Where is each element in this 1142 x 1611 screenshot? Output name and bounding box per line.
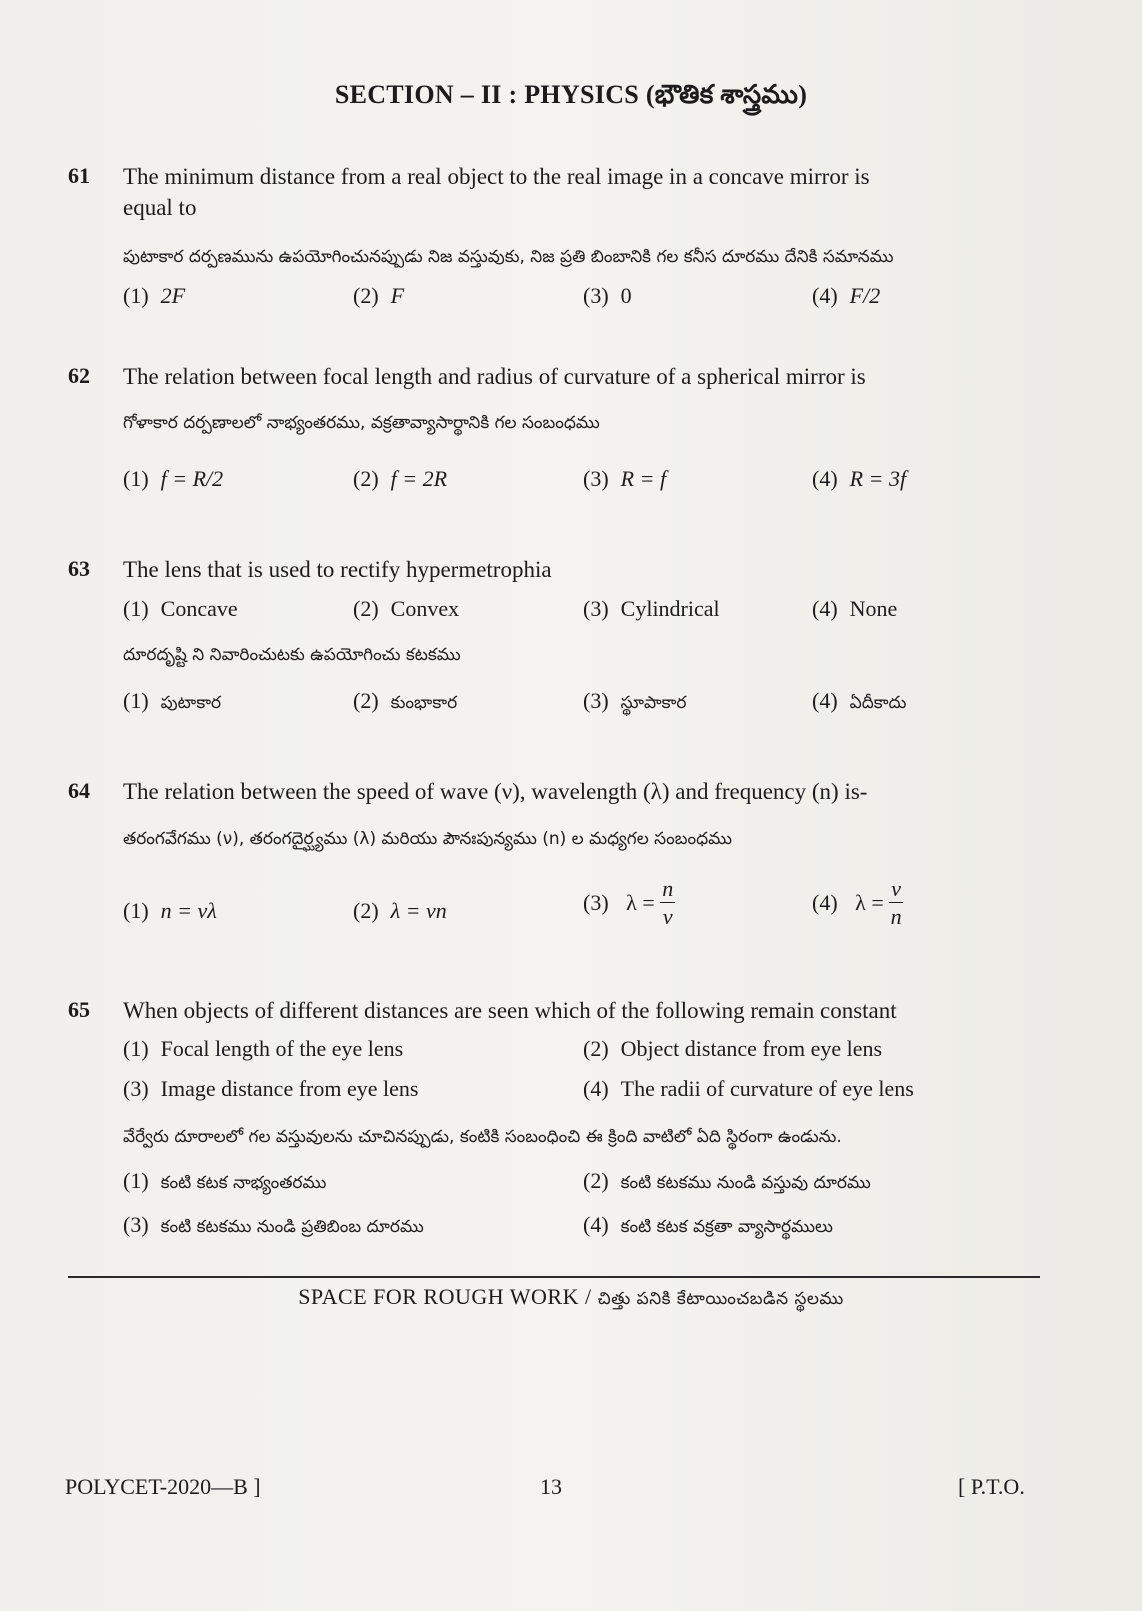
question-64-number: 64 bbox=[68, 778, 90, 803]
question-65-telugu-option-2: (2) కంటి కటకము నుండి వస్తువు దూరము bbox=[583, 1168, 871, 1193]
footer-page-number: 13 bbox=[540, 1474, 562, 1499]
question-64-option-2: (2) λ = νn bbox=[353, 898, 447, 923]
question-63-option-4: (4) None bbox=[812, 596, 898, 621]
question-63-option-1: (1) Concave bbox=[123, 596, 238, 621]
question-65-option-1: (1) Focal length of the eye lens bbox=[123, 1036, 404, 1061]
question-62-option-2: (2) f = 2R bbox=[353, 466, 448, 491]
question-61-telugu: పుటాకార దర్పణమును ఉపయోగించునప్పుడు నిజ వస్తువుకు, నిజ ప్రతి బింబానికి గల కనీస దూరము దేనికి సమానము bbox=[123, 247, 894, 267]
question-61-option-1: (1) 2F bbox=[123, 283, 186, 308]
question-61-text-line2: equal to bbox=[123, 195, 197, 220]
rough-work-label: SPACE FOR ROUGH WORK / చిత్తు పనికి కేటాయించబడిన స్థలము bbox=[298, 1284, 844, 1309]
question-61-option-2: (2) F bbox=[353, 283, 405, 308]
question-61-option-3: (3) 0 bbox=[583, 283, 632, 308]
question-64-option-3-fraction: $\frac{n}{\nu}$ bbox=[662, 876, 674, 929]
question-63-telugu-option-2: (2) కుంభాకార bbox=[353, 688, 458, 713]
question-64-option-1: (1) n = νλ bbox=[123, 898, 217, 923]
question-64-telugu: తరంగవేగము (ν), తరంగదైర్ఘ్యము (λ) మరియు పౌనఃపున్యము (n) ల మధ్యగల సంబంధము bbox=[123, 829, 732, 849]
section-title: SECTION – II : PHYSICS (భౌతిక శాస్త్రము) bbox=[334, 80, 808, 109]
question-65-option-2: (2) Object distance from eye lens bbox=[583, 1036, 883, 1061]
question-63-option-3: (3) Cylindrical bbox=[583, 596, 720, 621]
question-63-telugu-option-4: (4) ఏదీకాదు bbox=[812, 688, 907, 713]
question-62-number: 62 bbox=[68, 363, 90, 388]
question-63-telugu-option-1: (1) పుటాకార bbox=[123, 688, 222, 713]
question-65-number: 65 bbox=[68, 997, 90, 1022]
question-63-telugu: దూరదృష్టి ని నివారించుటకు ఉపయోగించు కటకము bbox=[123, 645, 461, 665]
question-62-telugu: గోళాకార దర్పణాలలో నాభ్యంతరము, వక్రతావ్యాసార్థానికి గల సంబంధము bbox=[123, 413, 600, 433]
question-64-option-4: (4) λ = $\frac{\nu}{n}$ bbox=[812, 876, 902, 929]
question-62-option-4: (4) R = 3f bbox=[812, 466, 907, 491]
question-61-number: 61 bbox=[68, 163, 90, 188]
question-63-telugu-option-3: (3) స్థూపాకార bbox=[583, 688, 687, 713]
question-63-option-2: (2) Convex bbox=[353, 596, 460, 621]
question-61-text-line1: The minimum distance from a real object to the real image in a concave mirror is bbox=[123, 164, 870, 189]
question-63-number: 63 bbox=[68, 556, 90, 581]
question-62-option-3: (3) R = f bbox=[583, 466, 667, 491]
question-65-telugu: వేర్వేరు దూరాలలో గల వస్తువులను చూచినప్పుడు, కంటికి సంబంధించి ఈ క్రింది వాటిలో ఏది స్థిరంగా ఉండును. bbox=[123, 1127, 842, 1147]
question-65-telugu-option-1: (1) కంటి కటక నాభ్యంతరము bbox=[123, 1168, 327, 1193]
question-65-telugu-option-3: (3) కంటి కటకము నుండి ప్రతిబింబ దూరము bbox=[123, 1212, 424, 1237]
question-61-option-4: (4) F/2 bbox=[812, 283, 881, 308]
question-65-option-4: (4) The radii of curvature of eye lens bbox=[583, 1076, 914, 1101]
question-64-option-4-fraction: $\frac{\nu}{n}$ bbox=[890, 876, 902, 929]
question-65-option-3: (3) Image distance from eye lens bbox=[123, 1076, 419, 1101]
footer-pto: [ P.T.O. bbox=[958, 1474, 1025, 1499]
question-62-text: The relation between focal length and radius of curvature of a spherical mirror is bbox=[123, 364, 866, 389]
question-62-option-1: (1) f = R/2 bbox=[123, 466, 224, 491]
rough-work-divider bbox=[68, 1276, 1040, 1278]
question-64-option-3: (3) λ = $\frac{n}{\nu}$ bbox=[583, 876, 674, 929]
question-63-text: The lens that is used to rectify hypermetrophia bbox=[123, 557, 552, 582]
question-64-text: The relation between the speed of wave (ν), wavelength (λ) and frequency (n) is- bbox=[123, 779, 868, 804]
question-65-text: When objects of different distances are seen which of the following remain constant bbox=[123, 998, 897, 1023]
footer-paper-code: POLYCET-2020—B ] bbox=[65, 1474, 261, 1499]
question-65-telugu-option-4: (4) కంటి కటక వక్రతా వ్యాసార్థములు bbox=[583, 1212, 833, 1237]
